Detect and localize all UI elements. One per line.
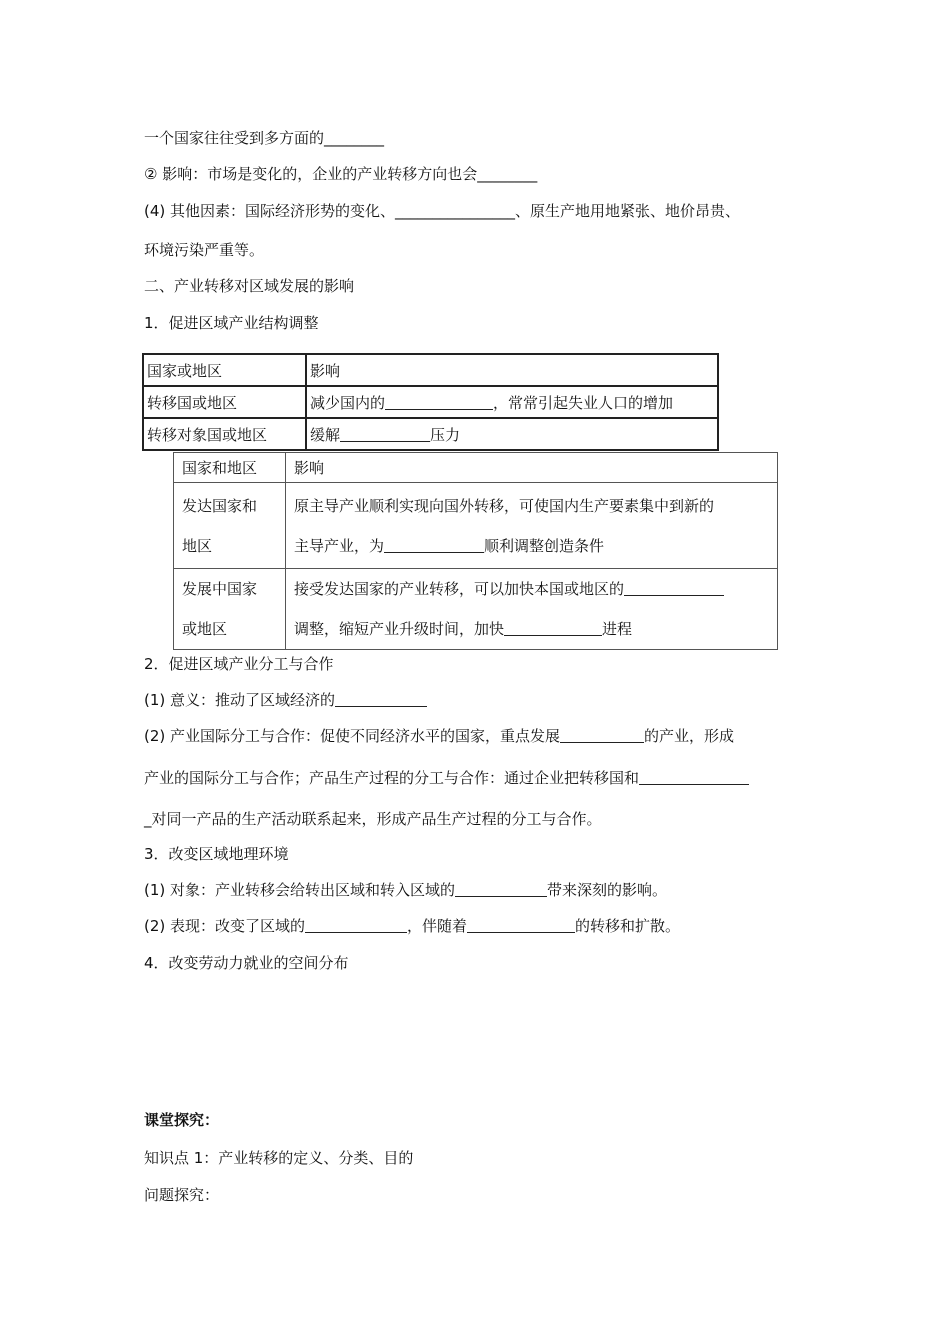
fill-blank[interactable]: ________________: [395, 202, 516, 220]
fill-blank[interactable]: [467, 916, 575, 933]
fill-blank[interactable]: [385, 393, 493, 410]
fill-blank[interactable]: ________: [324, 129, 385, 147]
table-header-cell: 国家和地区: [174, 453, 286, 483]
region-cell: 转移对象国或地区: [143, 418, 306, 450]
table-row: [174, 483, 778, 569]
fill-blank[interactable]: [340, 425, 430, 442]
table-header-row: [174, 453, 778, 483]
fill-blank[interactable]: [455, 880, 547, 897]
text-line: (1) 对象：产业转移会给转出区域和转入区域的 带来深刻的影响。: [144, 881, 668, 899]
text-line-3: (4) 其他因素：国际经济形势的变化、________________、原生产地用地紧张、地价昂贵、: [144, 202, 741, 220]
table-row: [174, 569, 778, 650]
impact-cell: 原主导产业顺利实现向国外转移，可使国内生产要素集中到新的 主导产业，为 顺利调整创造条件: [286, 483, 778, 569]
section-heading: 二、产业转移对区域发展的影响: [144, 277, 355, 295]
region-cell: 发展中国家 或地区: [174, 569, 286, 650]
text-line: (2) 表现：改变了区域的 ，伴随着 的转移和扩散。: [144, 917, 681, 935]
text-line-1: 一个国家往往受到多方面的________: [144, 129, 385, 147]
impact-table-2: [173, 452, 778, 650]
text-line-4: 环境污染严重等。: [144, 241, 265, 259]
table-row: [143, 386, 718, 418]
text-line: _对同一产品的生产活动联系起来，形成产品生产过程的分工与合作。: [144, 810, 602, 828]
fill-blank[interactable]: [384, 536, 484, 553]
table-header-cell: 影响: [306, 354, 718, 386]
text-line: (1) 意义：推动了区域经济的: [144, 690, 427, 710]
text-line: (2) 产业国际分工与合作：促使不同经济水平的国家，重点发展 的产业，形成: [144, 727, 735, 745]
region-cell: 转移国或地区: [143, 386, 306, 418]
table-header-row: [143, 354, 718, 386]
impact-cell: 减少国内的 ，常常引起失业人口的增加: [306, 386, 718, 418]
impact-cell: 缓解 压力: [306, 418, 718, 450]
knowledge-point-line: 知识点 1：产业转移的定义、分类、目的: [144, 1149, 414, 1167]
impact-cell: 接受发达国家的产业转移，可以加快本国或地区的 调整，缩短产业升级时间，加快 进程: [286, 569, 778, 650]
subsection-heading-4: 4．改变劳动力就业的空间分布: [144, 954, 349, 972]
impact-table-1: [142, 353, 719, 451]
subsection-heading-2: 2．促进区域产业分工与合作: [144, 655, 334, 673]
text-line: 产业的国际分工与合作；产品生产过程的分工与合作：通过企业把转移国和: [144, 768, 749, 788]
region-cell: 发达国家和 地区: [174, 483, 286, 569]
fill-blank[interactable]: [504, 619, 602, 636]
subsection-heading-3: 3．改变区域地理环境: [144, 845, 289, 863]
table-row: [143, 418, 718, 450]
fill-blank[interactable]: [305, 916, 407, 933]
table-header-cell: 国家或地区: [143, 354, 306, 386]
subsection-heading-1: 1．促进区域产业结构调整: [144, 314, 319, 332]
classroom-explore-heading: 课堂探究：: [144, 1111, 220, 1129]
fill-blank[interactable]: [335, 690, 427, 707]
fill-blank[interactable]: ________: [477, 165, 538, 183]
fill-blank[interactable]: [639, 768, 749, 785]
text-line-2: ② 影响：市场是变化的，企业的产业转移方向也会________: [144, 165, 538, 183]
fill-blank[interactable]: [560, 726, 644, 743]
table-header-cell: 影响: [286, 453, 778, 483]
fill-blank[interactable]: [624, 579, 724, 596]
question-explore-line: 问题探究：: [144, 1186, 220, 1204]
